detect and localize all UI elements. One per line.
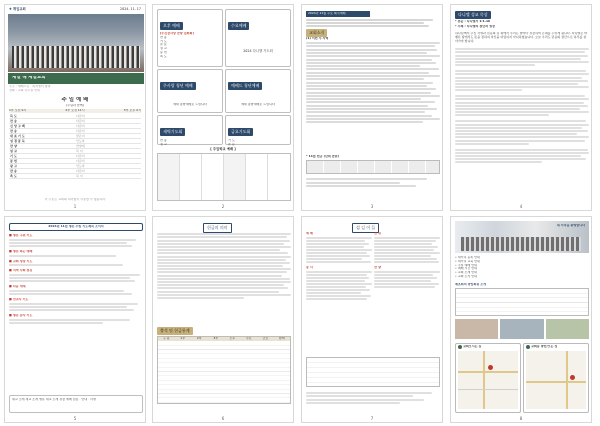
page-6 bbox=[152, 216, 294, 423]
page-3 bbox=[301, 4, 443, 211]
page-4 bbox=[450, 4, 592, 211]
friday-prayer-box: 금요기도회 기 도 본 문 bbox=[225, 115, 291, 145]
schedule-lines bbox=[306, 18, 440, 28]
location-pin-icon bbox=[458, 345, 462, 349]
page-1 bbox=[4, 4, 146, 211]
youth-worship-box: 주사랑 청년 예배 세대 통합예배로 드립니다 bbox=[157, 69, 223, 113]
page-number: 8 bbox=[519, 416, 523, 421]
meditation-body bbox=[455, 47, 589, 165]
welcome-photo: 새 가족을 환영합니다 bbox=[455, 221, 589, 253]
page-5 bbox=[4, 216, 146, 423]
page-number: 7 bbox=[370, 416, 374, 421]
sunday-school-title: [ 주일학교 예배 ] bbox=[210, 147, 236, 151]
location-pin-icon bbox=[526, 345, 530, 349]
worship-title: 주 일 예 배 bbox=[61, 97, 89, 103]
member-list-table bbox=[455, 288, 589, 316]
sunday-school-table bbox=[157, 153, 291, 201]
church-logo: ✚ 제일교회 bbox=[9, 7, 26, 11]
church-banner: 제일 해 제일교회 bbox=[8, 73, 144, 84]
prayer-title-box: 2024년 11월 영혼 주일 기도제목 소식지 bbox=[9, 223, 143, 231]
cover-meta: 주소 : 예배드림 · 복지센터 방면 전화 : 교회 사무실 안내 bbox=[9, 85, 51, 92]
offering-table bbox=[306, 160, 440, 174]
meditation-title: 다니엘 성교 묵상 bbox=[455, 11, 587, 19]
worship-times: 1부 오전 9시 2부 오전 11시 3부 오후 2시 bbox=[9, 109, 141, 112]
page-number: 2 bbox=[221, 204, 225, 209]
servants-table: 예 배 봉 사 안 내 찬 양 bbox=[306, 232, 440, 301]
page-2 bbox=[152, 4, 294, 211]
prayer-footer-box: 새교 소개 새교 소개 영혼 새교 소개 성장 예배 섬김 · 안내 · 사명 bbox=[9, 395, 143, 413]
dawn-prayer-box: 새벽기도회 찬 송 설 교 bbox=[157, 115, 223, 145]
page-number: 1 bbox=[73, 204, 77, 209]
bottom-lines bbox=[306, 177, 440, 188]
page-number: 6 bbox=[221, 416, 225, 421]
page-number: 5 bbox=[73, 416, 77, 421]
map-church: 교회오시는 길 bbox=[455, 343, 521, 413]
offering-meaning-body bbox=[157, 232, 291, 300]
order-of-worship: 묵 도 다같이 찬 송 다같이 신 앙 고 백 다같이 찬 송 다같이 대 표 기 도 맡은이 성 경 봉 독 인도자 찬 양 찬양대 설 교 목 사 기 도 다같이 봉 헌 다같이 광 고 인도자 찬 송 다같이 축 도 목 사 bbox=[9, 114, 141, 179]
afternoon-worship-box: 오후 예배 [주신장사랑 찬양 집회회] 찬 송 기 도 본 문 설 교 봉 헌 축 도 bbox=[157, 9, 223, 67]
attendance-table: 구 분 1부 2부 3부 오후 수요 금요 합계 bbox=[157, 336, 291, 404]
church-news-header: 교회소식 bbox=[306, 29, 327, 37]
servants-header: 섬 김 이 들 bbox=[352, 223, 379, 233]
schedule-header: 2024년 11월 주요 제직예배 bbox=[306, 11, 370, 17]
meditation-topic: * 주제 : 다니엘의 결단과 성장 bbox=[455, 25, 495, 28]
page-number: 4 bbox=[519, 204, 523, 209]
page-7 bbox=[301, 216, 443, 423]
member-list-title: 제초회의 방입회원 소개 bbox=[455, 283, 487, 286]
page-number: 3 bbox=[370, 204, 374, 209]
worship-subtitle: (주님과 함께) bbox=[66, 104, 84, 107]
servants-footer-table bbox=[306, 357, 440, 387]
wednesday-worship-box: 수요예배 2024 다니엘 기도회 bbox=[225, 9, 291, 67]
bulletin-date: 2024. 11. 17 bbox=[120, 7, 141, 11]
servants-notes bbox=[306, 391, 440, 405]
welcome-items: • 새가족 등록 안내 • 새가족 교육 안내 • 주일 예배 안내 • 예배 시간 안내 • 교회 소개 안내 • 교회 소식 안내 bbox=[455, 256, 480, 278]
offering-chart-label: * 11월 헌금 (단위 만원) bbox=[306, 155, 339, 158]
meditation-intro: 하나님께서 주신 사명과 믿음의 길 위에서 우리는 날마다 성장하며 은혜를 누리게 됩니다. 다니엘은 바벨론 땅에서도 뜻을 정하여 자신을 더럽히지 아니하였습니다. 오늘 우리도 믿음의 결단으로 하루를 살아가야 합니다. bbox=[455, 32, 588, 43]
page-8 bbox=[450, 216, 592, 423]
young-adult-worship-box: 예배드 청년예배 세대 통합예배로 드립니다 bbox=[225, 69, 291, 113]
map-parking: 교회중 방안/오는 장 bbox=[523, 343, 589, 413]
cover-photo bbox=[8, 14, 144, 72]
prayer-sections: ■ 영혼 구원 기도 ■ 영혼 하는 예배 ■ 교회 성장 기도 ■ 지역 사회 섬김 ■ 다음 세대 ■ 선교사 기도 ■ 영혼 감사 기도 bbox=[9, 234, 143, 325]
attendance-header: 출석 및 헌금통계 bbox=[157, 327, 193, 335]
cover-footer: 이 주보는 교회의 허락없이 사용할 수 없습니다 bbox=[44, 198, 106, 202]
meditation-ref: * 본문 : 다니엘서 1:1-16 bbox=[455, 20, 491, 23]
member-photos bbox=[455, 319, 589, 339]
news-body: (1) 이번 주 사역 bbox=[306, 37, 440, 125]
offering-meaning-header: 헌금의 의미 bbox=[203, 223, 232, 233]
